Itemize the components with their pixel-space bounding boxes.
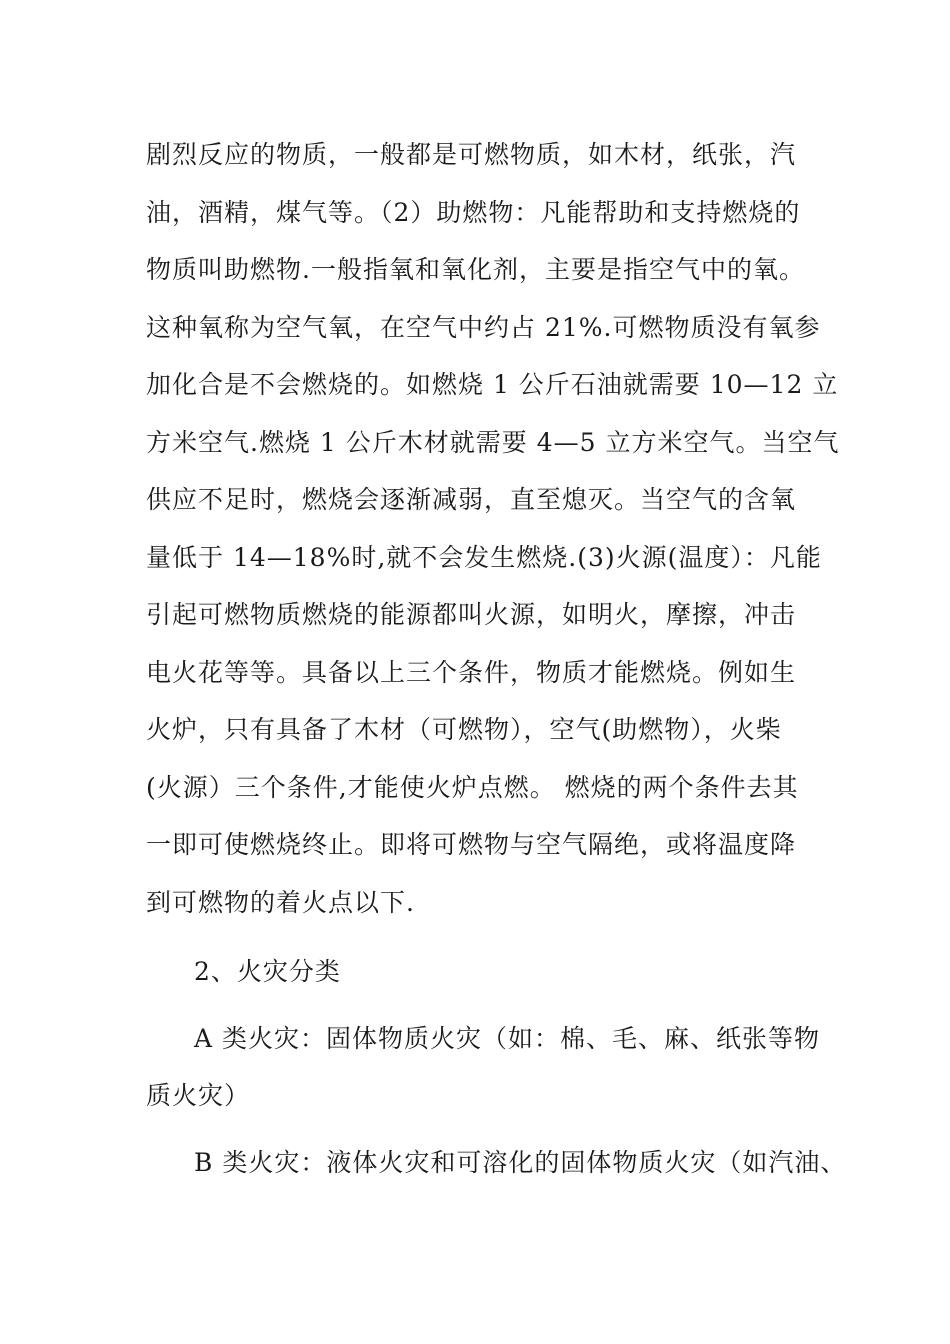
text-line: 电火花等等。具备以上三个条件，物质才能燃烧。例如生	[146, 657, 797, 687]
text-line: 物质叫助燃物.一般指氧和氧化剂，主要是指空气中的氧。	[146, 255, 805, 284]
text-line: 方米空气.燃烧 1 公斤木材就需要 4—5 立方米空气。当空气	[146, 427, 840, 457]
document-body	[146, 126, 847, 1191]
text-line: 剧烈反应的物质，一般都是可燃物质，如木材，纸张，汽	[146, 140, 797, 169]
text-line: B 类火灾：液体火灾和可溶化的固体物质火灾（如汽油、	[194, 1147, 847, 1177]
section-heading: 2、火灾分类	[194, 957, 341, 986]
text-line: (火源）三个条件,才能使火炉点燃。 燃烧的两个条件去其	[146, 772, 799, 802]
text-line: 引起可燃物质燃烧的能源都叫火源，如明火，摩擦，冲击	[146, 600, 797, 629]
combustion-paragraph	[146, 126, 840, 931]
text-line: 加化合是不会燃烧的。如燃烧 1 公斤石油就需要 10—12 立	[146, 370, 839, 399]
class-a-paragraph	[146, 1010, 821, 1125]
text-line: 供应不足时，燃烧会逐渐减弱，直至熄灭。当空气的含氧	[146, 485, 797, 514]
text-line: 这种氧称为空气氧，在空气中约占 21%.可燃物质没有氧参	[146, 312, 821, 342]
text-line: A 类火灾：固体物质火灾（如：棉、毛、麻、纸张等物	[194, 1023, 821, 1053]
class-b-paragraph	[146, 1134, 847, 1192]
text-line: 一即可使燃烧终止。即将可燃物与空气隔绝，或将温度降	[146, 830, 797, 859]
text-line: 油，酒精，煤气等。（2）助燃物：凡能帮助和支持燃烧的	[146, 197, 801, 227]
text-line: 量低于 14—18%时,就不会发生燃烧.(3)火源(温度）：凡能	[146, 542, 822, 572]
text-line: 到可燃物的着火点以下.	[146, 887, 415, 917]
text-line: 质火灾）	[146, 1081, 251, 1110]
text-line: 火炉，只有具备了木材（可燃物），空气(助燃物），火柴	[146, 715, 782, 744]
